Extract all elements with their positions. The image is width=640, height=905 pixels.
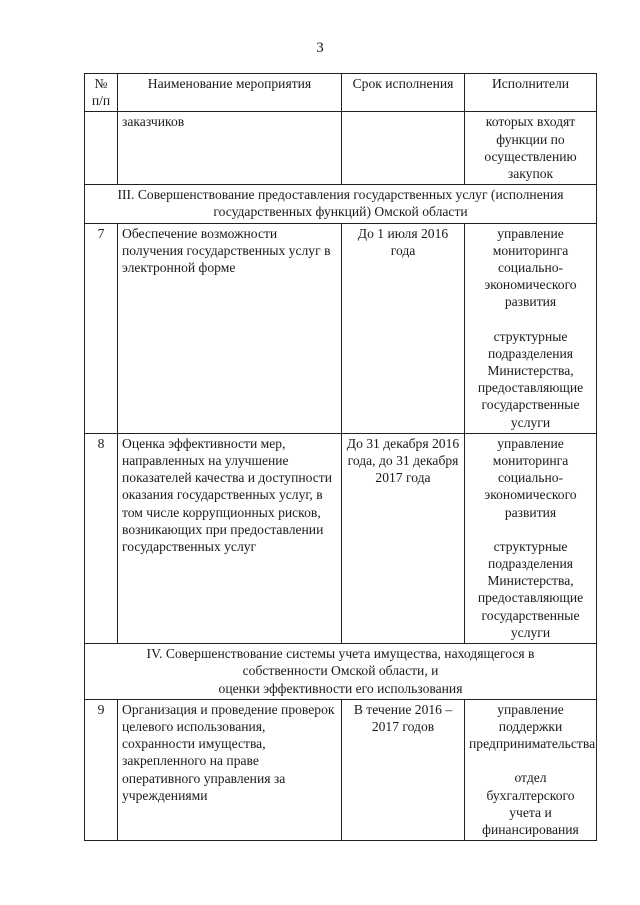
table-row	[85, 433, 597, 643]
continuation-executors: которых входят функции по осуществлению закупок	[465, 112, 597, 185]
header-number: № п/п	[85, 74, 118, 112]
header-term: Срок исполнения	[342, 74, 465, 112]
executor-item: отдел бухгалтерского учета и финансирования	[482, 770, 579, 837]
executor-item: структурные подразделения Министерства, предоставляющие государственные услуги	[477, 328, 584, 430]
section-title-line: оценки эффективности его использования	[218, 680, 463, 696]
row-number: 9	[85, 699, 118, 840]
row-executors	[465, 699, 597, 840]
row-executors	[465, 433, 597, 643]
row-term: До 1 июля 2016 года	[342, 223, 465, 433]
row-name: Обеспечение возможности получения государственных услуг в электронной форме	[118, 223, 342, 433]
row-name: Организация и проведение проверок целевого использования, сохранности имущества, закрепленного на праве оперативного управления за учреждениями	[118, 699, 342, 840]
row-number: 8	[85, 433, 118, 643]
row-number: 7	[85, 223, 118, 433]
section-title-line: собственности Омской области, и	[242, 663, 439, 679]
section-header-row	[85, 644, 597, 700]
header-name: Наименование мероприятия	[118, 74, 342, 112]
continuation-term	[342, 112, 465, 185]
action-plan-table	[84, 73, 597, 841]
row-term: В течение 2016 – 2017 годов	[342, 699, 465, 840]
table-header-row	[85, 74, 597, 112]
section-header-row	[85, 185, 597, 223]
table-row	[85, 699, 597, 840]
row-executors	[465, 223, 597, 433]
row-term: До 31 декабря 2016 года, до 31 декабря 2017 года	[342, 433, 465, 643]
row-name: Оценка эффективности мер, направленных на улучшение показателей качества и доступности оказания государственных услуг, в том числе коррупционных рисков, возникающих при предоставлении государственных услуг	[118, 433, 342, 643]
section-title-line: IV. Совершенствование системы учета имущества, находящегося в	[146, 646, 535, 662]
header-executors: Исполнители	[465, 74, 597, 112]
continuation-row	[85, 112, 597, 185]
executor-item: управление мониторинга социально-экономического развития	[484, 435, 577, 520]
continuation-name: заказчиков	[118, 112, 342, 185]
page-number: 3	[316, 40, 324, 56]
executor-item: управление поддержки предпринимательства	[469, 701, 596, 752]
executor-item: управление мониторинга социально-экономического развития	[484, 225, 577, 310]
section-title-3: III. Совершенствование предоставления государственных услуг (исполнения государственных функций) Омской области	[85, 185, 597, 223]
continuation-number	[85, 112, 118, 185]
section-title-4	[85, 644, 597, 700]
executor-item: структурные подразделения Министерства, предоставляющие государственные услуги	[477, 538, 584, 640]
table-row	[85, 223, 597, 433]
